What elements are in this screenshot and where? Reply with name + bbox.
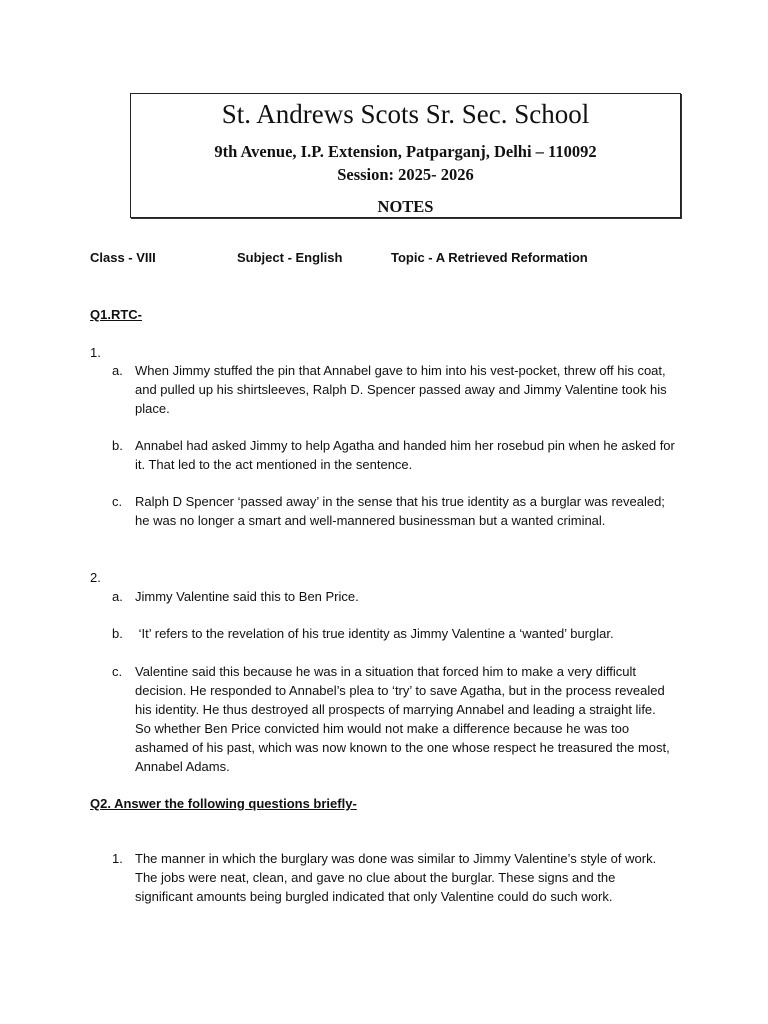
q1-1c-text: Ralph D Spencer ‘passed away’ in the sense that his true identity as a burglar was revealed; he was no longer a smart and well-mannered businessman but a wanted criminal.: [135, 494, 665, 528]
q1-2a-text: Jimmy Valentine said this to Ben Price.: [135, 589, 359, 604]
q2-1-marker: 1.: [112, 851, 123, 866]
school-name: St. Andrews Scots Sr. Sec. School: [221, 99, 590, 129]
q1-2b-text: ‘It’ refers to the revelation of his true identity as Jimmy Valentine a ‘wanted’ burglar.: [135, 626, 614, 641]
q1-2c-marker: c.: [112, 664, 123, 679]
school-address: 9th Avenue, I.P. Extension, Patparganj, Delhi – 110092: [214, 142, 597, 161]
q1-2c-text: Valentine said this because he was in a situation that forced him to make a very difficult decision. He responded to Annabel’s plea to ‘try’ to save Agatha, but in the process revealed his identity. He thus destroyed all prospects of marrying Annabel and leading a straight life. So whether Ben Price convicted him would not make a difference because he was too ashamed of his past, which was now known to the one whose respect he treasured the most, Annabel Adams.: [135, 664, 670, 774]
notes-title: NOTES: [377, 197, 434, 216]
q1-1b-text: Annabel had asked Jimmy to help Agatha and handed him her rosebud pin when he asked for it. That led to the act mentioned in the sentence.: [135, 438, 675, 472]
topic-label: Topic - A Retrieved Reformation: [391, 250, 588, 265]
q1-1a-marker: a.: [112, 363, 123, 378]
q1-1c-marker: c.: [112, 494, 123, 509]
q1-heading: Q1.RTC-: [90, 307, 142, 322]
q1-2b-marker: b.: [112, 626, 123, 641]
class-label: Class - VIII: [90, 250, 156, 265]
q2-heading: Q2. Answer the following questions briefly-: [90, 796, 357, 811]
session-label: Session: 2025- 2026: [337, 165, 474, 184]
q1-1b-marker: b.: [112, 438, 123, 453]
q2-1-text: The manner in which the burglary was done was similar to Jimmy Valentine’s style of work. The jobs were neat, clean, and gave no clue about the burglar. These signs and the significant amounts being burgled indicated that only Valentine could do such work.: [135, 851, 657, 904]
q1-item-number: 1.: [90, 345, 101, 360]
q1-item-number: 2.: [90, 570, 101, 585]
school-header-box: [130, 93, 681, 218]
q1-1a-text: When Jimmy stuffed the pin that Annabel gave to him into his vest-pocket, threw off his coat, and pulled up his shirtsleeves, Ralph D. Spencer passed away and Jimmy Valentine took his place.: [135, 363, 667, 416]
subject-label: Subject - English: [237, 250, 343, 265]
q1-2a-marker: a.: [112, 589, 123, 604]
